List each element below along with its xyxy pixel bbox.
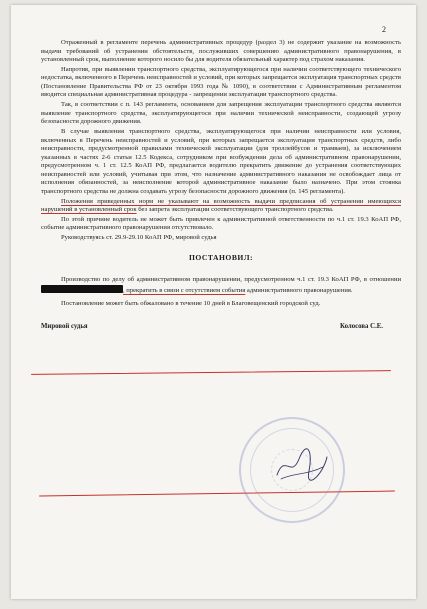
highlight-paragraph (41, 198, 401, 215)
guided-by-line: Руководствуясь ст. 29.9-29.10 КоАП РФ, мировой судья (61, 234, 217, 242)
signature-block (41, 323, 401, 332)
underlined-passage: Положения приведенных норм не указывают на возможность выдачи предписания об устранении имеющихся нарушений в установленный срок (41, 197, 401, 214)
redacted-name (41, 285, 123, 293)
ruling-underlined: , прекратить в связи с отсутствием события (123, 286, 246, 294)
judge-role: Мировой судья (41, 322, 88, 330)
pen-stroke-1 (31, 370, 391, 375)
paragraph-2: Напротив, при выявлении транспортного средства, эксплуатирующегося при наличии соответствующего технического недостатка, включенного в Перечень неисправностей и условий, при которых запрещается эксплуатация транспортных средств (Постановление Правительства РФ от 23 октября 1993 года № 1090), в соответствии с Административным регламентом вводится специальная административная процедура - запрещении эксплуатации транспортного средства. (41, 65, 401, 99)
ruling-text-end: административного правонарушения. (245, 286, 353, 294)
signature-scrawl-icon (273, 445, 331, 485)
page-number: 2 (382, 25, 386, 34)
ruling-paragraph (41, 276, 401, 295)
document-page (11, 5, 416, 599)
pen-stroke-2 (39, 491, 395, 497)
highlight-tail: без запрета эксплуатации соответствующего транспортного средства. (136, 206, 334, 214)
document-body (41, 39, 401, 331)
appeal-paragraph: Постановление может быть обжаловано в течение 10 дней в Благовещенский городской суд. (61, 300, 321, 308)
paragraph-4: В случае выявления транспортного средства, эксплуатирующегося при наличии неисправности или условия, включенных в Перечень неисправностей и условий, при которых запрещается эксплуатация транспортных средств, либо неисправности, предусмотренной правилами технической эксплуатации (для троллейбусов и трамваев), за исключением указанных в частях 2-6 статьи 12.5 Кодекса, сотрудником при возбуждении дела об административном правонарушении, предусмотренном ч. 1 ст. 12.5 КоАП РФ, предлагается водителю прекратить движение до устранения соответствующих неисправностей или условий, учитывая при этом, что назначение административного наказания не освобождает лица от исполнения обязанностей, за неисполнение которой административное наказание было назначено. При этом стоянка транспортного средства не должна создавать угрозу безопасности дорожного движения (п. 145 регламента). (41, 128, 401, 195)
paragraph-3: Так, в соответствии с п. 143 регламента, основанием для запрещения эксплуатации транспортного средства являются выявление транспортного средства, эксплуатирующегося при наличии технической неисправности, создающей угрозу безопасности дорожного движения. (41, 101, 401, 126)
ruling-heading: ПОСТАНОВИЛ: (188, 252, 254, 262)
paragraph-1: Отраженный в регламенте перечень административных процедур (раздел 3) не содержит указание на возможность выдачи требований об устранении обстоятельств, послуживших совершению административного правонарушения, в установленный срок, выполнение которого носило бы для водителя обязательный характер под страхом наказания. (41, 39, 401, 64)
conclusion-paragraph: По этой причине водитель не может быть привлечен к административной ответственности по ч.1 ст. 19.3 КоАП РФ, событие административного правонарушения отсутствовало. (41, 215, 401, 232)
ruling-text-start: Производство по делу об административном правонарушении, предусмотренном ч.1 ст. 19.3 КоАП РФ, в отношении (61, 276, 401, 284)
judge-name: Колосова С.Е. (340, 322, 383, 330)
